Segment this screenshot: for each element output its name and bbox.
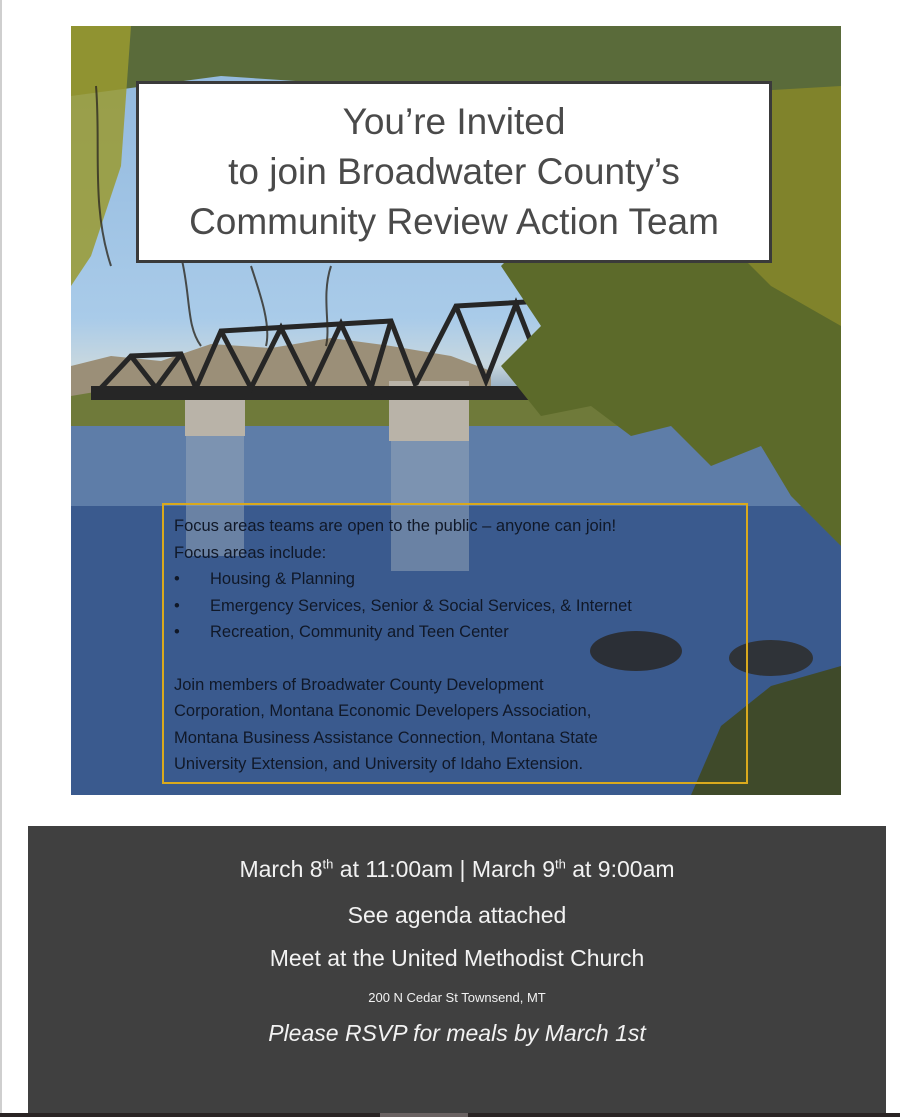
focus-areas-list [174, 566, 736, 646]
list-item [174, 566, 736, 593]
event-info-panel [28, 826, 886, 1113]
date1-suffix: at 11:00am | March 9 [333, 856, 555, 882]
list-item [174, 593, 736, 620]
focus-area-label: Housing & Planning [210, 570, 355, 588]
bullet-icon: • [174, 596, 180, 615]
focus-area-label: Emergency Services, Senior & Social Services, & Internet [210, 596, 632, 615]
focus-intro: Focus areas teams are open to the public – anyone can join! [174, 517, 617, 535]
title-line-3: Community Review Action Team [189, 201, 719, 242]
date2-ordinal: th [555, 856, 566, 872]
partners-line-1: Join members of Broadwater County Development [174, 675, 544, 694]
partners-line-3: Montana Business Assistance Connection, Montana State [174, 728, 598, 747]
invitation-title-box [136, 81, 772, 263]
horizontal-scrollbar-thumb[interactable] [380, 1113, 468, 1117]
page-edge [0, 0, 2, 1117]
title-line-1: You’re Invited [342, 101, 566, 142]
date2-suffix: at 9:00am [565, 856, 675, 882]
date1-ordinal: th [322, 856, 334, 872]
partners-line-2: Corporation, Montana Economic Developers Association, [174, 702, 592, 720]
focus-areas-box [162, 503, 748, 784]
partners-line-4: University Extension, and University of Idaho Extension. [174, 755, 584, 773]
focus-area-label: Recreation, Community and Teen Center [210, 623, 509, 641]
focus-include-label: Focus areas include: [174, 543, 327, 562]
bullet-icon: • [174, 570, 180, 588]
agenda-note: See agenda attached [347, 902, 567, 928]
bullet-icon: • [174, 623, 180, 641]
list-item [174, 619, 736, 646]
title-line-2: to join Broadwater County’s [228, 151, 680, 192]
location: Meet at the United Methodist Church [269, 945, 645, 971]
event-dates [28, 856, 886, 883]
spacer [174, 646, 736, 672]
rsvp-note: Please RSVP for meals by March 1st [268, 1020, 646, 1046]
address: 200 N Cedar St Townsend, MT [368, 990, 546, 1005]
date1-prefix: March 8 [239, 856, 323, 882]
